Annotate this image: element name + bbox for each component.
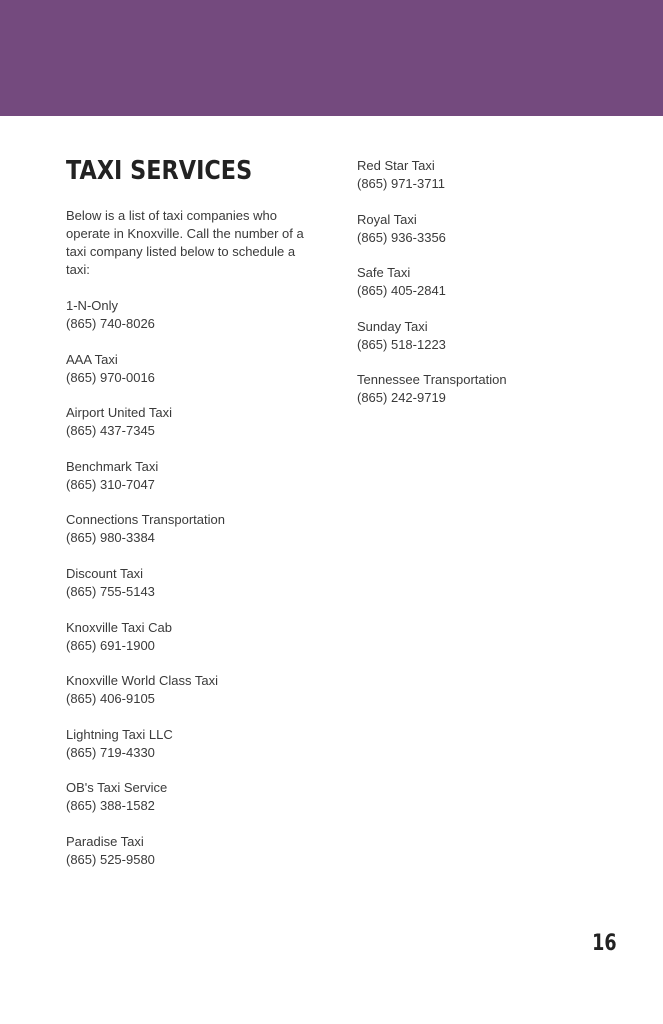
company-name: Connections Transportation: [66, 512, 225, 528]
header-band: [0, 0, 663, 116]
list-item: [66, 833, 326, 887]
company-name: OB's Taxi Service: [66, 780, 168, 796]
company-phone: (865) 970-0016: [66, 369, 155, 385]
company-name: Safe Taxi: [357, 265, 411, 281]
company-name: 1-N-Only: [66, 298, 119, 313]
company-name: Knoxville Taxi Cab: [66, 619, 172, 635]
company-name: Royal Taxi: [357, 211, 417, 227]
list-item: [66, 672, 326, 726]
company-name: Sunday Taxi: [357, 318, 428, 334]
company-phone: (865) 980-3384: [66, 530, 155, 546]
company-phone: (865) 691-1900: [66, 637, 155, 653]
company-phone: (865) 525-9580: [66, 851, 155, 867]
list-item: [66, 351, 326, 405]
list-item: [66, 404, 326, 458]
list-item: [66, 779, 326, 833]
company-name: AAA Taxi: [66, 351, 118, 367]
company-phone: (865) 518-1223: [357, 336, 446, 352]
taxi-list-right: [357, 157, 617, 425]
company-name: Red Star Taxi: [357, 158, 435, 173]
page-title: TAXI SERVICES: [66, 156, 253, 186]
company-phone: (865) 755-5143: [66, 583, 155, 599]
company-phone: (865) 310-7047: [66, 476, 155, 492]
list-item: [66, 565, 326, 619]
list-item: [357, 211, 617, 265]
company-name: Airport United Taxi: [66, 405, 172, 421]
company-phone: (865) 388-1582: [66, 798, 155, 814]
company-name: Knoxville World Class Taxi: [66, 673, 218, 689]
list-item: [66, 726, 326, 780]
company-name: Lightning Taxi LLC: [66, 726, 173, 742]
company-name: Discount Taxi: [66, 565, 144, 581]
list-item: [357, 371, 617, 425]
list-item: [357, 318, 617, 372]
list-item: [357, 157, 617, 211]
company-name: Tennessee Transportation: [357, 372, 507, 388]
company-phone: (865) 971-3711: [357, 176, 445, 191]
list-item: [66, 458, 326, 512]
list-item: [66, 297, 326, 351]
list-item: [66, 511, 326, 565]
company-phone: (865) 719-4330: [66, 744, 155, 760]
company-phone: (865) 242-9719: [357, 390, 446, 406]
list-item: [357, 264, 617, 318]
page-number: 16: [592, 931, 617, 956]
intro-paragraph: Below is a list of taxi companies who operate in Knoxville. Call the number of a taxi company listed below to schedule a taxi:: [66, 208, 304, 277]
list-item: [66, 619, 326, 673]
company-name: Paradise Taxi: [66, 833, 144, 849]
company-phone: (865) 405-2841: [357, 283, 446, 299]
taxi-list-left: [66, 297, 326, 887]
company-name: Benchmark Taxi: [66, 458, 159, 474]
company-phone: (865) 406-9105: [66, 691, 155, 707]
company-phone: (865) 437-7345: [66, 423, 155, 439]
company-phone: (865) 740-8026: [66, 316, 155, 331]
company-phone: (865) 936-3356: [357, 229, 446, 245]
